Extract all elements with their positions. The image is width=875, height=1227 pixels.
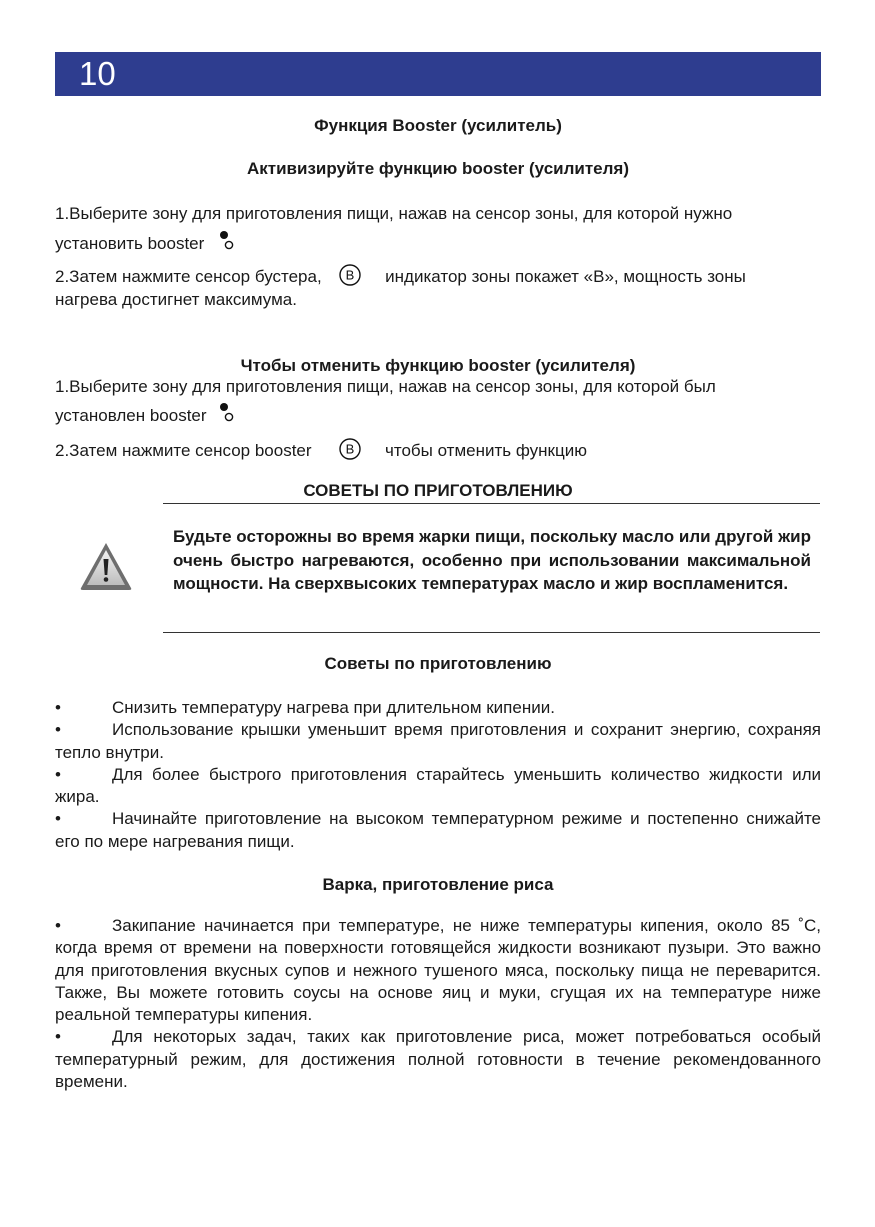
list-item: • Закипание начинается при температуре, не ниже температуры кипения, около 85 ˚С, когда время от времени на поверхности готовящейся жидкости возникают пузыри. Это важно для приготовления вкусных супов и нежного тушеного мяса, поскольку пища не переварится. Также, Вы можете готовить соусы на основе яиц и муки, сгущая их на температуре ниже реальной температуры кипения. xyxy=(55,916,821,1025)
tips-list xyxy=(55,697,821,853)
activate-step-2-line-1b: индикатор зоны покажет «B», мощность зоны xyxy=(385,267,746,286)
svg-text:B: B xyxy=(345,441,355,457)
activate-step-1-line-2: установить booster xyxy=(55,234,205,253)
cancel-step-1-cont xyxy=(55,405,821,427)
page-number: 10 xyxy=(79,55,116,92)
page-header-bar xyxy=(55,52,821,96)
cancel-step-2 xyxy=(55,440,821,462)
activate-step-2-line-1a: 2.Затем нажмите сенсор бустера, xyxy=(55,267,322,286)
activate-heading: Активизируйте функцию booster (усилителя) xyxy=(246,159,630,178)
svg-text:B: B xyxy=(346,267,355,283)
rice-list xyxy=(55,915,821,1093)
list-item: • Для более быстрого приготовления старайтесь уменьшить количество жидкости или жира. xyxy=(55,764,821,807)
list-item: • Снизить температуру нагрева при длительном кипении. xyxy=(55,698,555,717)
cancel-step-1: 1.Выберите зону для приготовления пищи, нажав на сенсор зоны, для которой был xyxy=(55,377,716,396)
warning-triangle-icon xyxy=(78,540,134,592)
activate-step-2-cont: нагрева достигнет максимума. xyxy=(55,290,297,309)
activate-step-1-line-1: 1.Выберите зону для приготовления пищи, нажав на сенсор зоны, для которой нужно xyxy=(55,204,733,223)
cancel-step-1-line-2: установлен booster xyxy=(55,406,207,425)
zone-sensor-icon xyxy=(219,402,235,424)
list-item: • Для некоторых задач, таких как приготовление риса, может потребоваться особый температурный режим, для достижения полной готовности в течение рекомендованного времени. xyxy=(55,1027,821,1092)
cancel-heading: Чтобы отменить функцию booster (усилителя) xyxy=(240,356,636,375)
activate-step-1 xyxy=(55,203,821,225)
cancel-step-2-line-a: 2.Затем нажмите сенсор booster xyxy=(55,441,312,460)
tips-heading-upper: СОВЕТЫ ПО ПРИГОТОВЛЕНИЮ xyxy=(303,481,573,500)
zone-sensor-icon xyxy=(219,230,235,252)
divider-top xyxy=(163,503,820,504)
activate-step-2 xyxy=(55,266,821,288)
list-item: • Использование крышки уменьшит время приготовления и сохранит энергию, сохраняя тепло внутри. xyxy=(55,720,821,762)
warning-text: Будьте осторожны во время жарки пищи, поскольку масло или другой жир очень быстро нагреваются, особенно при использовании максимальной мощности. На сверхвысоких температурах масло и жир воспламенится. xyxy=(173,527,811,593)
list-item: • Начинайте приготовление на высоком температурном режиме и постепенно снижайте его по мере нагревания пищи. xyxy=(55,809,821,851)
booster-button-icon xyxy=(338,437,362,461)
activate-step-1-cont xyxy=(55,233,821,255)
tips-heading: Советы по приготовлению xyxy=(324,654,552,673)
rice-heading: Варка, приготовление риса xyxy=(322,875,554,894)
booster-button-icon xyxy=(338,263,362,287)
divider-bottom xyxy=(163,632,820,633)
section-title: Функция Booster (усилитель) xyxy=(314,116,562,135)
cancel-step-2-line-b: чтобы отменить функцию xyxy=(385,441,587,460)
